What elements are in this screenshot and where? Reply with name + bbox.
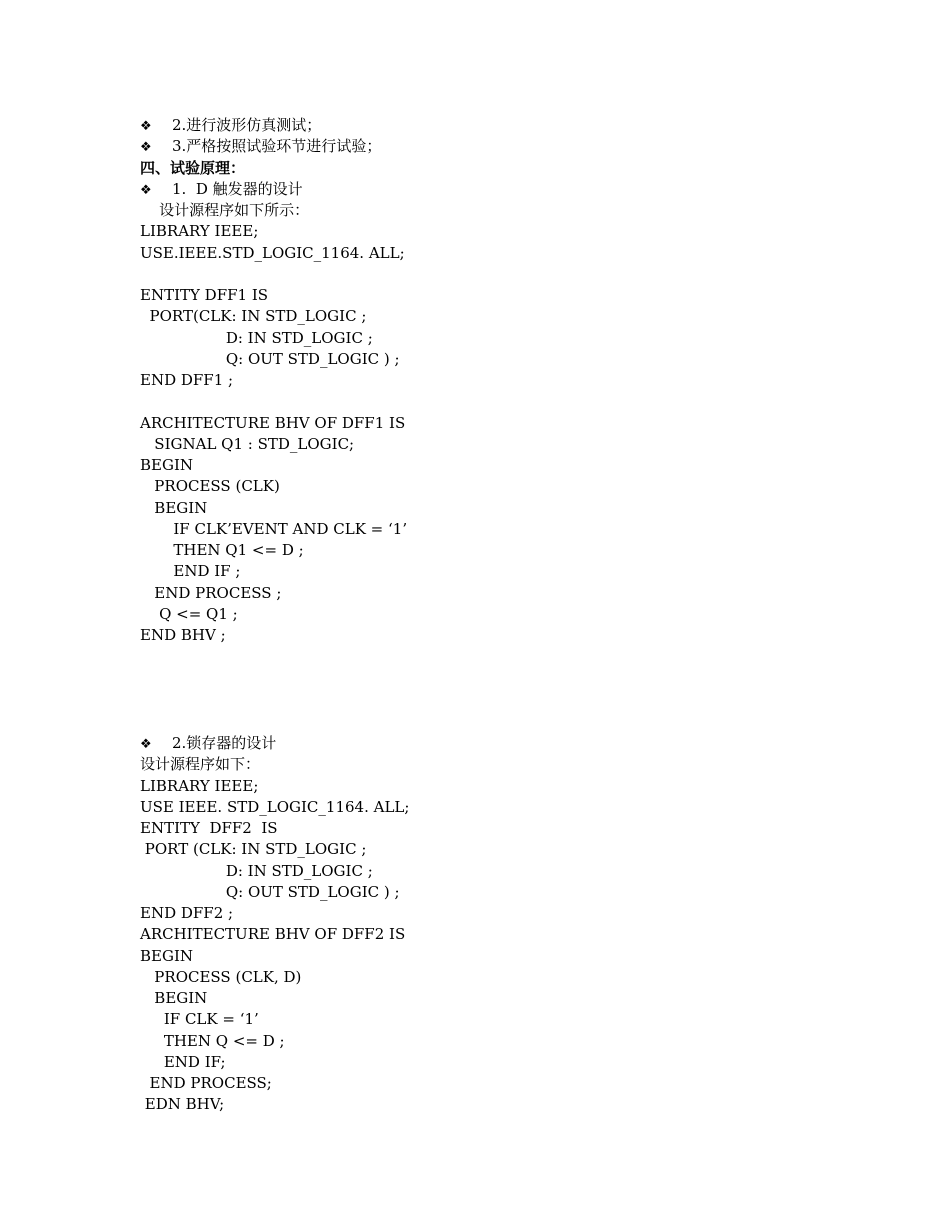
code-line: ARCHITECTURE BHV OF DFF2 IS — [140, 925, 406, 943]
bullet-icon: ❖ — [140, 119, 152, 134]
code-line: PROCESS (CLK, D) — [140, 968, 302, 986]
code-line: END DFF2 ; — [140, 904, 234, 922]
code-line: END BHV ; — [140, 626, 226, 644]
bullet-text: 2.锁存器的设计 — [172, 734, 277, 752]
code-line: PORT (CLK: IN STD_LOGIC ; — [140, 840, 367, 858]
bullet-text: 2.进行波形仿真测试； — [172, 116, 322, 134]
bullet-icon: ❖ — [140, 140, 152, 155]
code-line: Q <= Q1 ; — [140, 605, 238, 623]
code-line: USE IEEE. STD_LOGIC_1164. ALL; — [140, 798, 410, 816]
code-line: LIBRARY IEEE; — [140, 777, 259, 795]
bullet-item — [140, 115, 321, 136]
code-line: ARCHITECTURE BHV OF DFF1 IS — [140, 414, 406, 432]
code-line: THEN Q1 <= D ; — [140, 541, 304, 559]
code-line: END PROCESS; — [140, 1074, 272, 1092]
bullet-icon: ❖ — [140, 183, 152, 198]
paragraph-line: 设计源程序如下： — [140, 755, 261, 773]
bullet-item — [140, 733, 276, 754]
code-line: IF CLK = ‘1’ — [140, 1010, 259, 1028]
code-line: BEGIN — [140, 499, 208, 517]
code-line: BEGIN — [140, 456, 194, 474]
code-line: THEN Q <= D ; — [140, 1032, 285, 1050]
code-line: Q: OUT STD_LOGIC ) ; — [140, 883, 400, 901]
code-line: PORT(CLK: IN STD_LOGIC ; — [140, 307, 367, 325]
bullet-text: 3.严格按照试验环节进行试验； — [172, 137, 382, 155]
code-line: SIGNAL Q1 : STD_LOGIC; — [140, 435, 355, 453]
bullet-item — [140, 136, 381, 157]
section-heading: 四、试验原理： — [140, 159, 246, 177]
code-line: D: IN STD_LOGIC ; — [140, 862, 373, 880]
code-line: END IF; — [140, 1053, 226, 1071]
code-line: USE.IEEE.STD_LOGIC_1164. ALL; — [140, 244, 405, 262]
code-line: END PROCESS ; — [140, 584, 282, 602]
code-line: IF CLK’EVENT AND CLK = ‘1’ — [140, 520, 408, 538]
bullet-item — [140, 179, 303, 200]
paragraph-line: 设计源程序如下所示： — [140, 201, 310, 219]
code-line: Q: OUT STD_LOGIC ) ; — [140, 350, 400, 368]
code-line: ENTITY DFF1 IS — [140, 286, 269, 304]
code-line: END DFF1 ; — [140, 371, 234, 389]
code-line: END IF ; — [140, 562, 241, 580]
code-line: D: IN STD_LOGIC ; — [140, 329, 373, 347]
code-line: BEGIN — [140, 989, 208, 1007]
bullet-text: 1. D 触发器的设计 — [172, 180, 303, 198]
code-line: PROCESS (CLK) — [140, 477, 280, 495]
code-line: ENTITY DFF2 IS — [140, 819, 278, 837]
bullet-icon: ❖ — [140, 737, 152, 752]
code-line: BEGIN — [140, 947, 194, 965]
code-line: LIBRARY IEEE; — [140, 222, 259, 240]
code-line: EDN BHV; — [140, 1095, 225, 1113]
